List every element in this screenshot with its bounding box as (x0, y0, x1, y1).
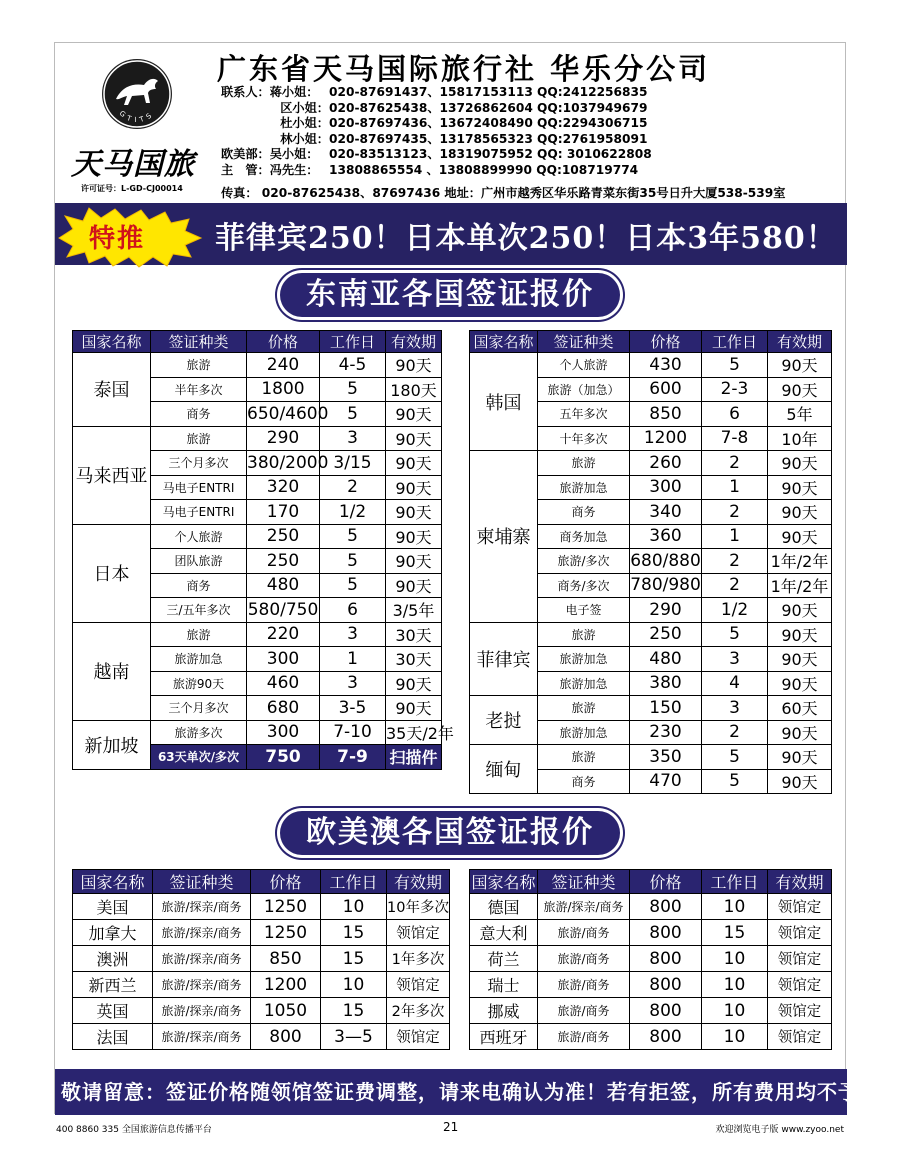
cell-price: 380 (630, 671, 702, 696)
cell-days: 3—5 (321, 1024, 387, 1050)
col-days: 工作日 (702, 870, 768, 894)
cell-price: 750 (247, 745, 320, 770)
cell-valid: 90天 (386, 475, 442, 500)
cell-country: 英国 (73, 998, 153, 1024)
cell-days: 6 (320, 598, 386, 623)
table-row (470, 946, 832, 972)
cell-valid: 90天 (768, 353, 832, 378)
cell-price: 290 (630, 598, 702, 623)
cell-country: 澳洲 (73, 946, 153, 972)
col-valid: 有效期 (768, 870, 832, 894)
cell-valid: 领馆定 (768, 1024, 832, 1050)
col-valid: 有效期 (768, 331, 832, 353)
table-row (470, 998, 832, 1024)
cell-days: 7-10 (320, 720, 386, 745)
contact-value: 020-83513123、18319075952 QQ: 3010622808 (329, 147, 652, 161)
cell-visa: 旅游/探亲/商务 (153, 998, 251, 1024)
cell-country: 法国 (73, 1024, 153, 1050)
cell-visa: 旅游加急 (538, 720, 630, 745)
cell-visa: 旅游加急 (538, 475, 630, 500)
cell-visa: 旅游/探亲/商务 (153, 1024, 251, 1050)
cell-country: 挪威 (470, 998, 538, 1024)
table-row (73, 622, 442, 647)
cell-price: 1200 (251, 972, 321, 998)
europe-left-body (73, 894, 450, 1050)
cell-visa: 个人旅游 (151, 524, 247, 549)
cell-price: 480 (630, 647, 702, 672)
notice-banner: 敬请留意：签证价格随领馆签证费调整，请来电确认为准！若有拒签，所有费用均不予退还 (55, 1069, 847, 1115)
europe-right-body (470, 894, 832, 1050)
table-row (470, 745, 832, 770)
cell-valid: 90天 (768, 500, 832, 525)
cell-days: 15 (321, 920, 387, 946)
cell-valid: 90天 (768, 377, 832, 402)
col-country: 国家名称 (73, 331, 151, 353)
cell-valid: 领馆定 (768, 946, 832, 972)
cell-price: 650/4600 (247, 402, 320, 427)
col-visa: 签证种类 (538, 331, 630, 353)
cell-days: 2 (702, 451, 768, 476)
cell-days: 5 (320, 524, 386, 549)
cell-days: 10 (702, 1024, 768, 1050)
cell-price: 240 (247, 353, 320, 378)
cell-visa: 旅游/探亲/商务 (538, 894, 630, 920)
cell-valid: 90天 (768, 745, 832, 770)
cell-days: 3 (320, 671, 386, 696)
cell-days: 10 (702, 998, 768, 1024)
table-row (470, 1024, 832, 1050)
cell-country: 马来西亚 (73, 426, 151, 524)
col-country: 国家名称 (470, 331, 538, 353)
cell-visa: 个人旅游 (538, 353, 630, 378)
cell-visa: 旅游多次 (151, 720, 247, 745)
license-number: 许可证号：L-GD-CJ00014 (81, 184, 183, 193)
brochure-page (54, 42, 901, 1114)
cell-visa: 旅游 (151, 622, 247, 647)
cell-visa: 马电子ENTRI (151, 500, 247, 525)
cell-visa: 63天单次/多次 (151, 745, 247, 770)
contact-list (221, 85, 652, 178)
contact-value: 13808865554 、13808899990 QQ:108719774 (329, 162, 639, 177)
col-price: 价格 (630, 870, 702, 894)
col-country: 国家名称 (73, 870, 153, 894)
cell-valid: 1年多次 (387, 946, 450, 972)
table-row (73, 426, 442, 451)
cell-days: 2 (702, 573, 768, 598)
col-visa: 签证种类 (151, 331, 247, 353)
contact-row (221, 163, 652, 179)
cell-days: 5 (320, 402, 386, 427)
cell-days: 1 (320, 647, 386, 672)
cell-price: 170 (247, 500, 320, 525)
cell-price: 680 (247, 696, 320, 721)
cell-days: 5 (320, 377, 386, 402)
asia-left-body (73, 353, 454, 770)
table-row (470, 451, 832, 476)
fax-address: 传真： 020-87625438、87697436 地址：广州市越秀区华乐路青菜东街35号日升大厦538-539室 (221, 186, 786, 200)
cell-visa: 旅游/商务 (538, 998, 630, 1024)
cell-visa: 商务 (151, 402, 247, 427)
cell-country: 新西兰 (73, 972, 153, 998)
table-row (73, 353, 442, 378)
cell-valid: 60天 (768, 696, 832, 721)
cell-valid: 90天 (386, 353, 442, 378)
cell-days: 15 (321, 946, 387, 972)
cell-visa: 半年多次 (151, 377, 247, 402)
cell-price: 1200 (630, 426, 702, 451)
cell-price: 150 (630, 696, 702, 721)
cell-price: 800 (630, 920, 702, 946)
col-valid: 有效期 (386, 331, 442, 353)
cell-price: 250 (247, 549, 320, 574)
cell-valid: 5年 (768, 402, 832, 427)
cell-visa: 旅游/商务 (538, 920, 630, 946)
cell-valid: 领馆定 (387, 972, 450, 998)
cell-visa: 旅游90天 (151, 671, 247, 696)
cell-price: 250 (630, 622, 702, 647)
asia-section-title: 东南亚各国签证报价 (280, 273, 620, 317)
contact-row (221, 147, 652, 163)
col-valid: 有效期 (387, 870, 450, 894)
cell-price: 350 (630, 745, 702, 770)
cell-visa: 旅游 (538, 696, 630, 721)
cell-country: 西班牙 (470, 1024, 538, 1050)
contact-value: 020-87697436、13672408490 QQ:2294306715 (329, 116, 648, 130)
contact-row (221, 132, 652, 148)
cell-price: 470 (630, 769, 702, 794)
cell-price: 380/2000 (247, 451, 320, 476)
col-visa: 签证种类 (153, 870, 251, 894)
cell-country: 菲律宾 (470, 622, 538, 696)
cell-valid: 领馆定 (768, 920, 832, 946)
table-row (73, 998, 450, 1024)
cell-valid: 领馆定 (768, 894, 832, 920)
table-row (470, 696, 832, 721)
cell-price: 1050 (251, 998, 321, 1024)
col-price: 价格 (251, 870, 321, 894)
cell-country: 美国 (73, 894, 153, 920)
contact-label: 杜小姐： (280, 116, 329, 130)
cell-price: 260 (630, 451, 702, 476)
cell-visa: 旅游加急 (538, 647, 630, 672)
contact-value: 020-87697435、13178565323 QQ:2761958091 (329, 131, 648, 146)
cell-price: 580/750 (247, 598, 320, 623)
cell-valid: 90天 (768, 475, 832, 500)
cell-days: 3-5 (320, 696, 386, 721)
cell-days: 2 (702, 500, 768, 525)
cell-days: 15 (321, 998, 387, 1024)
cell-days: 5 (320, 549, 386, 574)
cell-price: 1250 (251, 894, 321, 920)
cell-visa: 旅游/商务 (538, 1024, 630, 1050)
horse-logo-icon (102, 59, 172, 129)
cell-days: 1 (702, 475, 768, 500)
cell-visa: 五年多次 (538, 402, 630, 427)
cell-days: 2 (320, 475, 386, 500)
cell-days: 10 (321, 972, 387, 998)
cell-valid: 1年/2年 (768, 549, 832, 574)
cell-visa: 旅游/探亲/商务 (153, 972, 251, 998)
cell-valid: 10年多次 (387, 894, 450, 920)
table-row (73, 524, 442, 549)
cell-days: 1/2 (320, 500, 386, 525)
cell-valid: 90天 (386, 573, 442, 598)
cell-visa: 三个月多次 (151, 451, 247, 476)
cell-visa: 商务加急 (538, 524, 630, 549)
cell-days: 2 (702, 720, 768, 745)
logo-text: GTITS (117, 109, 157, 125)
table-header-row (73, 870, 450, 894)
cell-days: 1 (702, 524, 768, 549)
table-row (73, 1024, 450, 1050)
cell-valid: 90天 (386, 451, 442, 476)
cell-visa: 十年多次 (538, 426, 630, 451)
cell-country: 意大利 (470, 920, 538, 946)
contact-label: 主 管：冯先生： (221, 162, 319, 177)
cell-valid: 90天 (386, 671, 442, 696)
asia-right-body (470, 353, 832, 794)
cell-valid: 90天 (768, 524, 832, 549)
cell-valid: 2年多次 (387, 998, 450, 1024)
table-row (470, 972, 832, 998)
cell-price: 300 (247, 720, 320, 745)
cell-valid: 90天 (386, 549, 442, 574)
cell-valid: 3/5年 (386, 598, 442, 623)
contact-label: 联系人：蒋小姐： (221, 85, 319, 99)
cell-price: 220 (247, 622, 320, 647)
cell-valid: 90天 (386, 696, 442, 721)
cell-days: 4-5 (320, 353, 386, 378)
cell-days: 5 (702, 769, 768, 794)
cell-price: 320 (247, 475, 320, 500)
cell-price: 800 (630, 946, 702, 972)
cell-price: 360 (630, 524, 702, 549)
cell-days: 7-8 (702, 426, 768, 451)
cell-valid: 30天 (386, 647, 442, 672)
footer-website: 欢迎浏览电子版 www.zyoo.net (715, 1125, 844, 1135)
table-row (73, 946, 450, 972)
cell-valid: 1年/2年 (768, 573, 832, 598)
col-days: 工作日 (320, 331, 386, 353)
cell-country: 加拿大 (73, 920, 153, 946)
cell-days: 1/2 (702, 598, 768, 623)
cell-visa: 旅游/探亲/商务 (153, 946, 251, 972)
cell-country: 荷兰 (470, 946, 538, 972)
cell-days: 4 (702, 671, 768, 696)
cell-price: 800 (630, 972, 702, 998)
cell-country: 德国 (470, 894, 538, 920)
cell-visa: 旅游 (538, 451, 630, 476)
table-row (73, 920, 450, 946)
cell-country: 泰国 (73, 353, 151, 427)
footer-hotline: 400 8860 335 全国旅游信息传播平台 (56, 1125, 212, 1135)
cell-days: 3 (320, 622, 386, 647)
cell-price: 800 (630, 894, 702, 920)
cell-country: 老挝 (470, 696, 538, 745)
cell-price: 600 (630, 377, 702, 402)
cell-valid: 90天 (768, 720, 832, 745)
contact-label: 林小姐： (280, 131, 329, 146)
asia-left-table (72, 330, 454, 770)
table-header-row (470, 870, 832, 894)
cell-valid: 领馆定 (768, 998, 832, 1024)
table-row (73, 894, 450, 920)
cell-days: 6 (702, 402, 768, 427)
cell-days: 3 (702, 696, 768, 721)
cell-visa: 旅游/商务 (538, 946, 630, 972)
cell-price: 680/880 (630, 549, 702, 574)
cell-price: 250 (247, 524, 320, 549)
cell-country: 新加坡 (73, 720, 151, 769)
cell-country: 韩国 (470, 353, 538, 451)
promo-badge-text: 特推 (89, 224, 146, 254)
cell-price: 460 (247, 671, 320, 696)
cell-days: 10 (321, 894, 387, 920)
cell-valid: 90天 (386, 524, 442, 549)
cell-days: 10 (702, 946, 768, 972)
europe-right-table (469, 869, 832, 1050)
cell-visa: 团队旅游 (151, 549, 247, 574)
table-row (73, 720, 442, 745)
cell-price: 300 (630, 475, 702, 500)
cell-valid: 领馆定 (768, 972, 832, 998)
cell-days: 15 (702, 920, 768, 946)
contact-value: 020-87691437、15817153113 QQ:2412256835 (329, 85, 648, 99)
cell-visa: 旅游 (151, 426, 247, 451)
cell-visa: 商务/多次 (538, 573, 630, 598)
cell-valid: 90天 (386, 426, 442, 451)
col-country: 国家名称 (470, 870, 538, 894)
europe-section-title: 欧美澳各国签证报价 (280, 811, 620, 855)
cell-visa: 商务 (538, 769, 630, 794)
brand-name: 天马国旅 (71, 147, 195, 182)
cell-price: 800 (251, 1024, 321, 1050)
cell-valid: 30天 (386, 622, 442, 647)
cell-days: 5 (702, 745, 768, 770)
cell-visa: 旅游/商务 (538, 972, 630, 998)
cell-price: 780/980 (630, 573, 702, 598)
cell-days: 3/15 (320, 451, 386, 476)
cell-valid: 90天 (768, 671, 832, 696)
table-row (470, 920, 832, 946)
table-row (470, 894, 832, 920)
contact-row (221, 101, 652, 117)
cell-days: 5 (320, 573, 386, 598)
cell-visa: 旅游 (151, 353, 247, 378)
table-header-row (73, 331, 442, 353)
contact-value: 020-87625438、13726862604 QQ:1037949679 (329, 100, 648, 115)
cell-days: 10 (702, 894, 768, 920)
cell-valid: 领馆定 (387, 920, 450, 946)
cell-valid: 10年 (768, 426, 832, 451)
cell-price: 340 (630, 500, 702, 525)
cell-visa: 旅游/多次 (538, 549, 630, 574)
cell-days: 10 (702, 972, 768, 998)
cell-price: 480 (247, 573, 320, 598)
col-days: 工作日 (321, 870, 387, 894)
table-row (470, 353, 832, 378)
cell-days: 3 (702, 647, 768, 672)
contact-row (221, 85, 652, 101)
col-price: 价格 (247, 331, 320, 353)
cell-valid: 扫描件 (386, 745, 442, 770)
cell-days: 2-3 (702, 377, 768, 402)
cell-visa: 电子签 (538, 598, 630, 623)
cell-country: 越南 (73, 622, 151, 720)
asia-right-table (469, 330, 832, 794)
cell-valid: 90天 (386, 402, 442, 427)
cell-visa: 旅游加急 (151, 647, 247, 672)
cell-days: 5 (702, 622, 768, 647)
cell-visa: 旅游（加急） (538, 377, 630, 402)
table-row (73, 972, 450, 998)
cell-valid: 35天/2年 (386, 720, 442, 745)
cell-valid: 90天 (768, 622, 832, 647)
cell-country: 日本 (73, 524, 151, 622)
cell-visa: 旅游 (538, 745, 630, 770)
cell-price: 290 (247, 426, 320, 451)
cell-valid: 90天 (768, 598, 832, 623)
company-name: 广东省天马国际旅行社 华乐分公司 (217, 52, 711, 86)
promo-text: 菲律宾250！日本单次250！日本3年580！ (215, 221, 837, 256)
cell-price: 800 (630, 998, 702, 1024)
cell-valid: 180天 (386, 377, 442, 402)
table-header-row (470, 331, 832, 353)
cell-visa: 三/五年多次 (151, 598, 247, 623)
cell-price: 850 (251, 946, 321, 972)
cell-country: 柬埔寨 (470, 451, 538, 623)
cell-price: 430 (630, 353, 702, 378)
contact-label: 区小姐： (280, 100, 329, 115)
cell-price: 300 (247, 647, 320, 672)
cell-visa: 旅游 (538, 622, 630, 647)
cell-country: 缅甸 (470, 745, 538, 794)
cell-country: 瑞士 (470, 972, 538, 998)
cell-days: 2 (702, 549, 768, 574)
contact-label: 欧美部：吴小姐： (221, 147, 319, 161)
cell-days: 5 (702, 353, 768, 378)
header (55, 43, 847, 203)
cell-visa: 旅游/探亲/商务 (153, 894, 251, 920)
cell-price: 850 (630, 402, 702, 427)
cell-visa: 马电子ENTRI (151, 475, 247, 500)
page-number: 21 (443, 1120, 459, 1134)
cell-valid: 领馆定 (387, 1024, 450, 1050)
col-visa: 签证种类 (538, 870, 630, 894)
cell-price: 800 (630, 1024, 702, 1050)
cell-days: 7-9 (320, 745, 386, 770)
cell-price: 1250 (251, 920, 321, 946)
col-price: 价格 (630, 331, 702, 353)
cell-visa: 商务 (538, 500, 630, 525)
cell-valid: 90天 (386, 500, 442, 525)
cell-visa: 三个月多次 (151, 696, 247, 721)
cell-price: 1800 (247, 377, 320, 402)
contact-row (221, 116, 652, 132)
europe-left-table (72, 869, 450, 1050)
cell-valid: 90天 (768, 647, 832, 672)
col-days: 工作日 (702, 331, 768, 353)
table-row (470, 622, 832, 647)
cell-valid: 90天 (768, 451, 832, 476)
cell-visa: 商务 (151, 573, 247, 598)
cell-visa: 旅游加急 (538, 671, 630, 696)
cell-days: 3 (320, 426, 386, 451)
cell-valid: 90天 (768, 769, 832, 794)
cell-price: 230 (630, 720, 702, 745)
cell-visa: 旅游/探亲/商务 (153, 920, 251, 946)
